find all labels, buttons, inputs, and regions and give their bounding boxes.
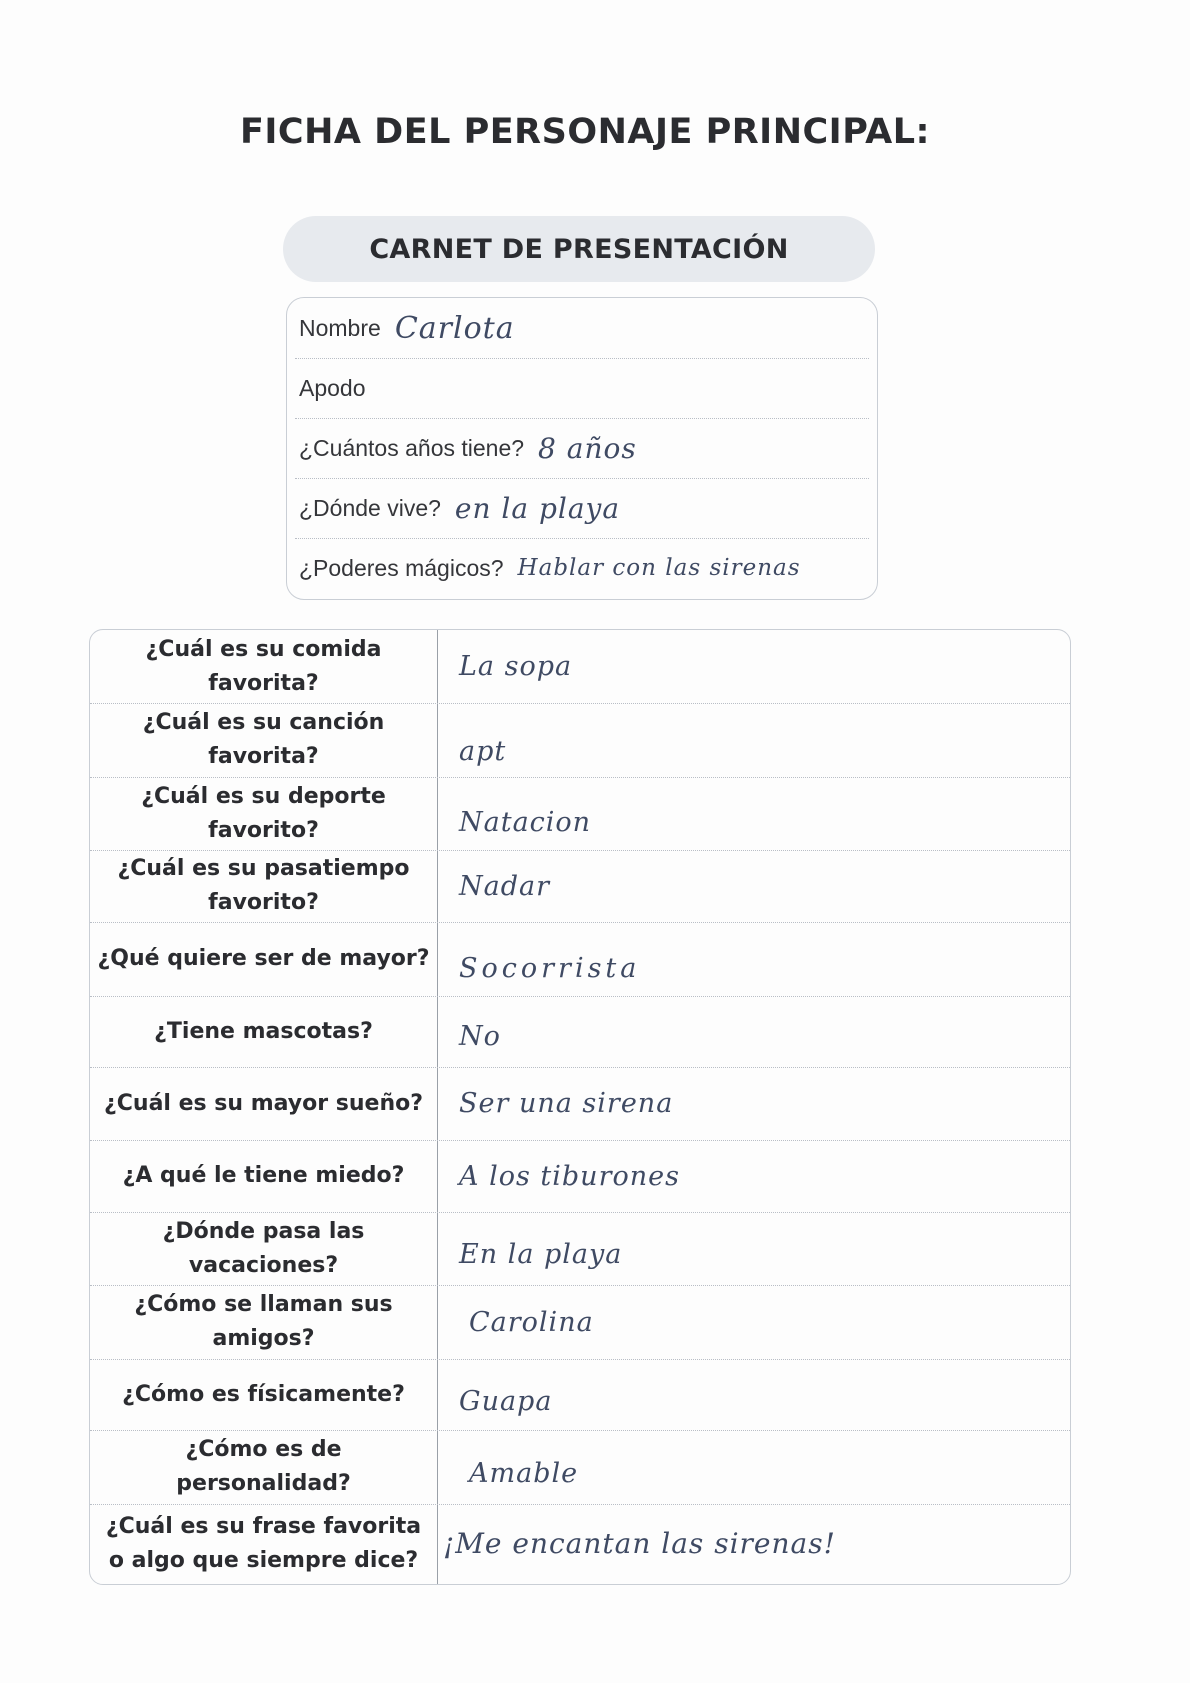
table-row (90, 1140, 1070, 1213)
question-cell: ¿Cuál es su comida favorita? (145, 636, 382, 696)
carnet-value: 8 años (538, 431, 637, 465)
carnet-row-edad (295, 418, 869, 479)
answer-cell: Ser una sirena (459, 1088, 674, 1119)
question-cell: ¿Cómo se llaman sus amigos? (134, 1292, 393, 1351)
carnet-heading: CARNET DE PRESENTACIÓN (369, 233, 789, 265)
carnet-label: ¿Dónde vive? (299, 494, 441, 521)
question-cell: ¿Cuál es su frase favorita o algo que siempre dice? (105, 1513, 422, 1573)
carnet-label: Nombre (299, 314, 381, 341)
page-title: FICHA DEL PERSONAJE PRINCIPAL: (239, 112, 931, 152)
table-row (90, 1504, 1070, 1583)
question-cell: ¿Cómo es físicamente? (122, 1381, 405, 1407)
question-cell: ¿A qué le tiene miedo? (122, 1163, 405, 1188)
table-row (90, 850, 1070, 923)
table-row (90, 630, 1070, 704)
carnet-label: ¿Cuántos años tiene? (299, 434, 525, 461)
question-cell: ¿Cuál es su mayor sueño? (104, 1090, 423, 1116)
table-row (90, 996, 1070, 1068)
answer-cell: Natacion (459, 807, 592, 838)
table-row (90, 1212, 1070, 1286)
table-row (90, 1359, 1070, 1431)
table-row (90, 1430, 1070, 1505)
table-row (90, 1067, 1070, 1141)
carnet-row-nombre (295, 298, 869, 359)
answer-cell: No (459, 1021, 501, 1052)
carnet-row-vive (295, 478, 869, 539)
table-row (90, 777, 1070, 851)
answer-cell: apt (459, 735, 507, 767)
answer-cell: Carolina (469, 1306, 594, 1338)
answer-cell: ¡Me encantan las sirenas! (443, 1527, 836, 1560)
question-cell: ¿Cuál es su deporte favorito? (141, 783, 386, 843)
answer-cell: A los tiburones (459, 1160, 680, 1192)
question-cell: ¿Tiene mascotas? (154, 1018, 373, 1044)
answer-cell: En la playa (459, 1239, 623, 1270)
question-cell: ¿Cuál es su pasatiempo favorito? (117, 856, 410, 915)
carnet-row-apodo (295, 358, 869, 419)
question-cell: ¿Qué quiere ser de mayor? (97, 946, 430, 971)
answer-cell: Guapa (459, 1386, 553, 1417)
carnet-label: ¿Poderes mágicos? (299, 554, 504, 581)
carnet-value: en la playa (454, 491, 621, 525)
question-cell: ¿Cómo es de personalidad? (176, 1437, 351, 1496)
table-row (90, 703, 1070, 778)
questions-table (89, 629, 1071, 1585)
carnet-label: Apodo (299, 374, 366, 401)
table-row (90, 1285, 1070, 1360)
carnet-row-poderes (295, 538, 869, 598)
answer-cell: La sopa (459, 651, 573, 682)
carnet-value: Hablar con las sirenas (517, 555, 801, 581)
carnet-heading-pill (283, 216, 875, 282)
carnet-value: Carlota (394, 310, 515, 346)
answer-cell: Socorrista (459, 952, 641, 984)
carnet-card (286, 297, 878, 600)
table-row (90, 922, 1070, 997)
answer-cell: Nadar (459, 870, 551, 902)
question-cell: ¿Cuál es su canción favorita? (142, 710, 385, 769)
answer-cell: Amable (469, 1457, 579, 1489)
question-cell: ¿Dónde pasa las vacaciones? (162, 1218, 365, 1278)
